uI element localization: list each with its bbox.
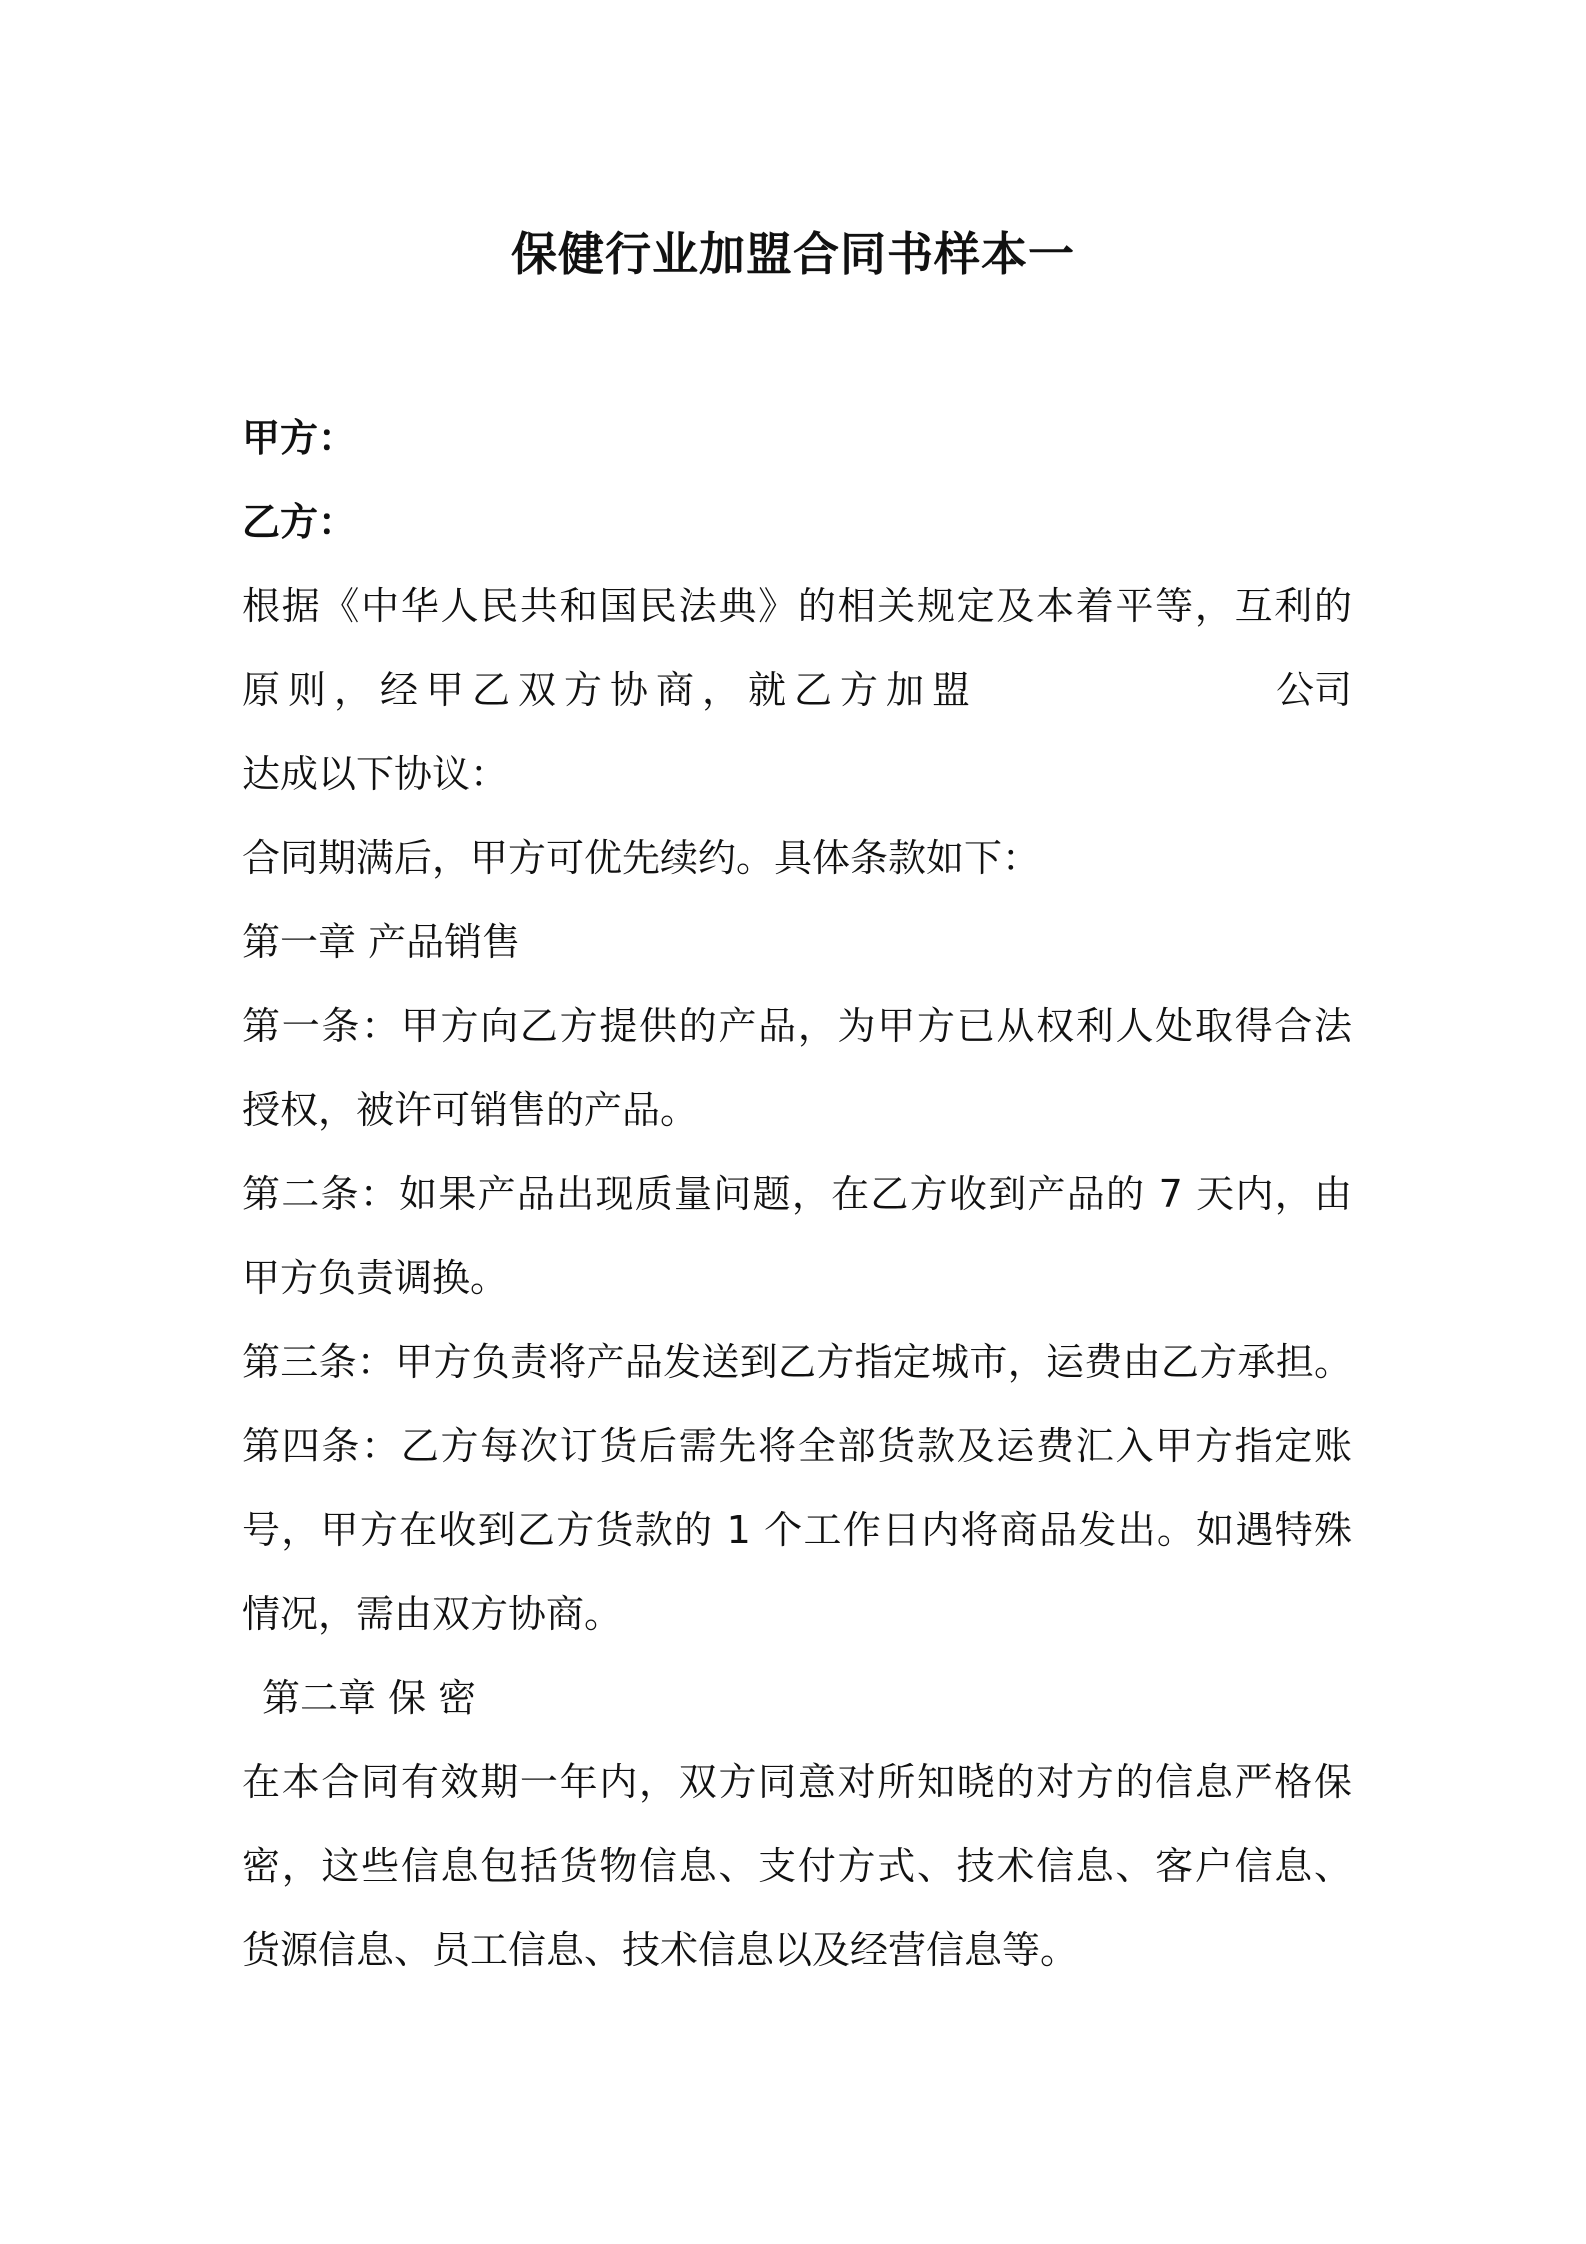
intro-line-2-right: 公司 xyxy=(1275,668,1352,712)
chapter-1-heading: 第一章 产品销售 xyxy=(242,920,521,964)
article-4-line-2: 号，甲方在收到乙方货款的 1 个工作日内将商品发出。如遇特殊 xyxy=(242,1508,1352,1552)
confidentiality-line-3: 货源信息、员工信息、技术信息以及经营信息等。 xyxy=(242,1928,1079,1972)
article-1-line-2: 授权，被许可销售的产品。 xyxy=(242,1088,699,1132)
party-a-label: 甲方： xyxy=(242,416,357,460)
article-2-line-1: 第二条：如果产品出现质量问题，在乙方收到产品的 7 天内，由 xyxy=(242,1172,1352,1216)
party-b-label: 乙方： xyxy=(242,500,357,544)
article-4-line-1: 第四条：乙方每次订货后需先将全部货款及运费汇入甲方指定账 xyxy=(242,1424,1352,1468)
confidentiality-line-2: 密，这些信息包括货物信息、支付方式、技术信息、客户信息、 xyxy=(242,1844,1352,1888)
article-4-line-3: 情况，需由双方协商。 xyxy=(242,1592,623,1636)
renewal-line: 合同期满后，甲方可优先续约。具体条款如下： xyxy=(242,836,1041,880)
article-3-line-1: 第三条：甲方负责将产品发送到乙方指定城市，运费由乙方承担。 xyxy=(242,1340,1352,1384)
chapter-2-heading: 第二章 保 密 xyxy=(262,1676,477,1720)
confidentiality-line-1: 在本合同有效期一年内，双方同意对所知晓的对方的信息严格保 xyxy=(242,1760,1352,1804)
article-1-line-1: 第一条：甲方向乙方提供的产品，为甲方已从权利人处取得合法 xyxy=(242,1004,1352,1048)
intro-line-2 xyxy=(242,648,1352,732)
intro-line-1: 根据《中华人民共和国民法典》的相关规定及本着平等，互利的 xyxy=(242,584,1352,628)
document-title: 保健行业加盟合同书样本一 xyxy=(511,227,1075,281)
article-2-line-2: 甲方负责调换。 xyxy=(242,1256,509,1300)
intro-line-3: 达成以下协议： xyxy=(242,752,509,796)
intro-line-2-left: 原则，经甲乙双方协商，就乙方加盟 xyxy=(242,668,979,712)
